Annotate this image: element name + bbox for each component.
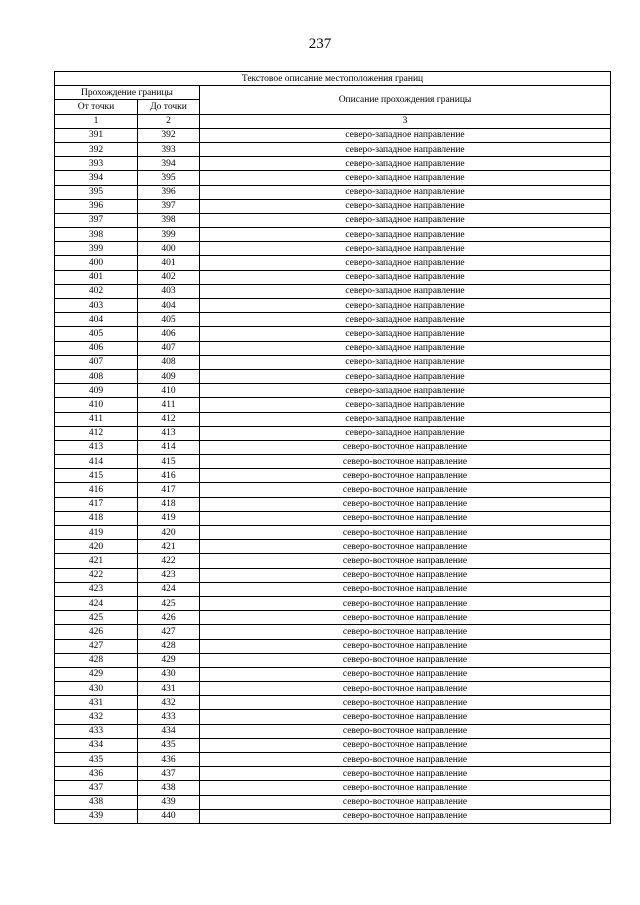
cell-desc: северо-восточное направление [200, 526, 611, 540]
cell-from: 422 [55, 568, 138, 582]
cell-to: 424 [138, 582, 200, 596]
col-from-header: От точки [55, 100, 138, 114]
cell-from: 391 [55, 128, 138, 142]
table-row [55, 809, 611, 823]
table-row [55, 781, 611, 795]
cell-to: 392 [138, 128, 200, 142]
cell-desc: северо-западное направление [200, 128, 611, 142]
cell-desc: северо-западное направление [200, 398, 611, 412]
cell-desc: северо-западное направление [200, 412, 611, 426]
cell-desc: северо-восточное направление [200, 795, 611, 809]
cell-to: 407 [138, 341, 200, 355]
cell-desc: северо-восточное направление [200, 497, 611, 511]
cell-from: 424 [55, 596, 138, 610]
cell-desc: северо-западное направление [200, 426, 611, 440]
table-row [55, 540, 611, 554]
table-row [55, 142, 611, 156]
cell-desc: северо-восточное направление [200, 511, 611, 525]
page-number: 237 [308, 36, 332, 52]
cell-to: 401 [138, 256, 200, 270]
cell-to: 427 [138, 625, 200, 639]
cell-from: 411 [55, 412, 138, 426]
table-row [55, 554, 611, 568]
col-number: 1 [55, 114, 138, 128]
cell-to: 400 [138, 242, 200, 256]
cell-to: 439 [138, 795, 200, 809]
table-row [55, 526, 611, 540]
cell-desc: северо-восточное направление [200, 540, 611, 554]
table-row [55, 284, 611, 298]
cell-from: 425 [55, 611, 138, 625]
cell-desc: северо-западное направление [200, 313, 611, 327]
col-desc-header: Описание прохождения границы [200, 86, 611, 114]
table-row [55, 724, 611, 738]
cell-to: 416 [138, 469, 200, 483]
cell-to: 438 [138, 781, 200, 795]
cell-to: 430 [138, 667, 200, 681]
table-row [55, 753, 611, 767]
cell-to: 408 [138, 355, 200, 369]
cell-desc: северо-восточное направление [200, 554, 611, 568]
table-row [55, 299, 611, 313]
cell-desc: северо-западное направление [200, 199, 611, 213]
cell-from: 407 [55, 355, 138, 369]
cell-from: 394 [55, 171, 138, 185]
cell-from: 402 [55, 284, 138, 298]
cell-desc: северо-западное направление [200, 185, 611, 199]
cell-from: 435 [55, 753, 138, 767]
cell-from: 438 [55, 795, 138, 809]
cell-from: 396 [55, 199, 138, 213]
cell-desc: северо-восточное направление [200, 639, 611, 653]
table-row [55, 213, 611, 227]
cell-desc: северо-восточное направление [200, 682, 611, 696]
table-row [55, 653, 611, 667]
cell-to: 426 [138, 611, 200, 625]
table-row [55, 667, 611, 681]
table-row [55, 327, 611, 341]
cell-from: 430 [55, 682, 138, 696]
table-row [55, 256, 611, 270]
table-row [55, 767, 611, 781]
table-row [55, 596, 611, 610]
cell-desc: северо-восточное направление [200, 483, 611, 497]
cell-desc: северо-восточное направление [200, 696, 611, 710]
table-row [55, 511, 611, 525]
table-row [55, 398, 611, 412]
cell-to: 432 [138, 696, 200, 710]
cell-from: 406 [55, 341, 138, 355]
cell-from: 439 [55, 809, 138, 823]
cell-to: 425 [138, 596, 200, 610]
cell-desc: северо-восточное направление [200, 710, 611, 724]
cell-desc: северо-западное направление [200, 270, 611, 284]
cell-to: 396 [138, 185, 200, 199]
cell-from: 419 [55, 526, 138, 540]
cell-from: 403 [55, 299, 138, 313]
table-row [55, 497, 611, 511]
cell-from: 421 [55, 554, 138, 568]
cell-from: 426 [55, 625, 138, 639]
cell-from: 401 [55, 270, 138, 284]
cell-from: 400 [55, 256, 138, 270]
cell-to: 433 [138, 710, 200, 724]
cell-to: 414 [138, 440, 200, 454]
cell-desc: северо-восточное направление [200, 440, 611, 454]
table-row [55, 795, 611, 809]
cell-to: 440 [138, 809, 200, 823]
cell-to: 422 [138, 554, 200, 568]
cell-from: 437 [55, 781, 138, 795]
cell-to: 431 [138, 682, 200, 696]
cell-to: 397 [138, 199, 200, 213]
group-header: Прохождение границы [55, 86, 200, 100]
cell-to: 403 [138, 284, 200, 298]
table-row [55, 611, 611, 625]
cell-desc: северо-западное направление [200, 384, 611, 398]
cell-from: 414 [55, 455, 138, 469]
cell-desc: северо-восточное направление [200, 582, 611, 596]
cell-desc: северо-западное направление [200, 284, 611, 298]
boundary-description-table [54, 71, 611, 824]
cell-desc: северо-восточное направление [200, 767, 611, 781]
cell-to: 398 [138, 213, 200, 227]
cell-desc: северо-западное направление [200, 256, 611, 270]
cell-to: 436 [138, 753, 200, 767]
table-row [55, 355, 611, 369]
table-row [55, 710, 611, 724]
cell-to: 405 [138, 313, 200, 327]
col-to-header: До точки [138, 100, 200, 114]
cell-to: 404 [138, 299, 200, 313]
cell-to: 411 [138, 398, 200, 412]
cell-from: 392 [55, 142, 138, 156]
table-row [55, 469, 611, 483]
cell-to: 395 [138, 171, 200, 185]
cell-from: 420 [55, 540, 138, 554]
cell-to: 421 [138, 540, 200, 554]
cell-from: 428 [55, 653, 138, 667]
cell-desc: северо-восточное направление [200, 469, 611, 483]
cell-desc: северо-западное направление [200, 369, 611, 383]
cell-from: 423 [55, 582, 138, 596]
cell-from: 432 [55, 710, 138, 724]
table-row [55, 128, 611, 142]
cell-desc: северо-восточное направление [200, 781, 611, 795]
table-row [55, 242, 611, 256]
cell-from: 398 [55, 228, 138, 242]
cell-desc: северо-западное направление [200, 355, 611, 369]
table-row [55, 341, 611, 355]
cell-from: 393 [55, 157, 138, 171]
cell-desc: северо-западное направление [200, 213, 611, 227]
cell-from: 431 [55, 696, 138, 710]
table-row [55, 185, 611, 199]
cell-to: 413 [138, 426, 200, 440]
cell-from: 434 [55, 738, 138, 752]
table-row [55, 738, 611, 752]
cell-to: 393 [138, 142, 200, 156]
cell-from: 408 [55, 369, 138, 383]
table-row [55, 270, 611, 284]
table-row [55, 682, 611, 696]
cell-desc: северо-западное направление [200, 327, 611, 341]
cell-desc: северо-восточное направление [200, 596, 611, 610]
cell-desc: северо-восточное направление [200, 611, 611, 625]
cell-desc: северо-восточное направление [200, 568, 611, 582]
cell-from: 413 [55, 440, 138, 454]
table-row [55, 639, 611, 653]
table-row [55, 568, 611, 582]
cell-to: 423 [138, 568, 200, 582]
cell-from: 405 [55, 327, 138, 341]
table-row [55, 228, 611, 242]
cell-to: 412 [138, 412, 200, 426]
cell-from: 418 [55, 511, 138, 525]
cell-desc: северо-западное направление [200, 341, 611, 355]
cell-to: 429 [138, 653, 200, 667]
cell-to: 437 [138, 767, 200, 781]
cell-desc: северо-западное направление [200, 242, 611, 256]
cell-desc: северо-восточное направление [200, 724, 611, 738]
table-row [55, 625, 611, 639]
cell-to: 419 [138, 511, 200, 525]
cell-to: 402 [138, 270, 200, 284]
cell-to: 420 [138, 526, 200, 540]
cell-from: 429 [55, 667, 138, 681]
cell-to: 406 [138, 327, 200, 341]
table-row [55, 157, 611, 171]
cell-from: 412 [55, 426, 138, 440]
cell-from: 416 [55, 483, 138, 497]
table-row [55, 696, 611, 710]
cell-from: 395 [55, 185, 138, 199]
cell-to: 428 [138, 639, 200, 653]
cell-from: 433 [55, 724, 138, 738]
cell-to: 418 [138, 497, 200, 511]
cell-to: 435 [138, 738, 200, 752]
cell-from: 399 [55, 242, 138, 256]
cell-to: 409 [138, 369, 200, 383]
cell-from: 436 [55, 767, 138, 781]
col-number: 3 [200, 114, 611, 128]
cell-from: 409 [55, 384, 138, 398]
table-row [55, 426, 611, 440]
cell-desc: северо-западное направление [200, 157, 611, 171]
table-row [55, 313, 611, 327]
cell-to: 417 [138, 483, 200, 497]
cell-from: 404 [55, 313, 138, 327]
table-row [55, 483, 611, 497]
cell-to: 434 [138, 724, 200, 738]
cell-from: 427 [55, 639, 138, 653]
table-row [55, 171, 611, 185]
cell-desc: северо-западное направление [200, 142, 611, 156]
table-row [55, 582, 611, 596]
cell-from: 397 [55, 213, 138, 227]
table-row [55, 384, 611, 398]
cell-desc: северо-восточное направление [200, 625, 611, 639]
cell-desc: северо-западное направление [200, 171, 611, 185]
table-row [55, 199, 611, 213]
cell-desc: северо-восточное направление [200, 753, 611, 767]
cell-to: 415 [138, 455, 200, 469]
cell-from: 410 [55, 398, 138, 412]
cell-from: 417 [55, 497, 138, 511]
cell-desc: северо-восточное направление [200, 809, 611, 823]
cell-to: 410 [138, 384, 200, 398]
cell-desc: северо-западное направление [200, 299, 611, 313]
cell-desc: северо-восточное направление [200, 667, 611, 681]
cell-desc: северо-восточное направление [200, 738, 611, 752]
cell-desc: северо-восточное направление [200, 653, 611, 667]
table-row [55, 412, 611, 426]
table-row [55, 440, 611, 454]
table-row [55, 455, 611, 469]
cell-to: 399 [138, 228, 200, 242]
table-row [55, 369, 611, 383]
table-title: Текстовое описание местоположения границ [55, 72, 611, 86]
cell-desc: северо-западное направление [200, 228, 611, 242]
col-number: 2 [138, 114, 200, 128]
cell-desc: северо-восточное направление [200, 455, 611, 469]
cell-to: 394 [138, 157, 200, 171]
cell-from: 415 [55, 469, 138, 483]
